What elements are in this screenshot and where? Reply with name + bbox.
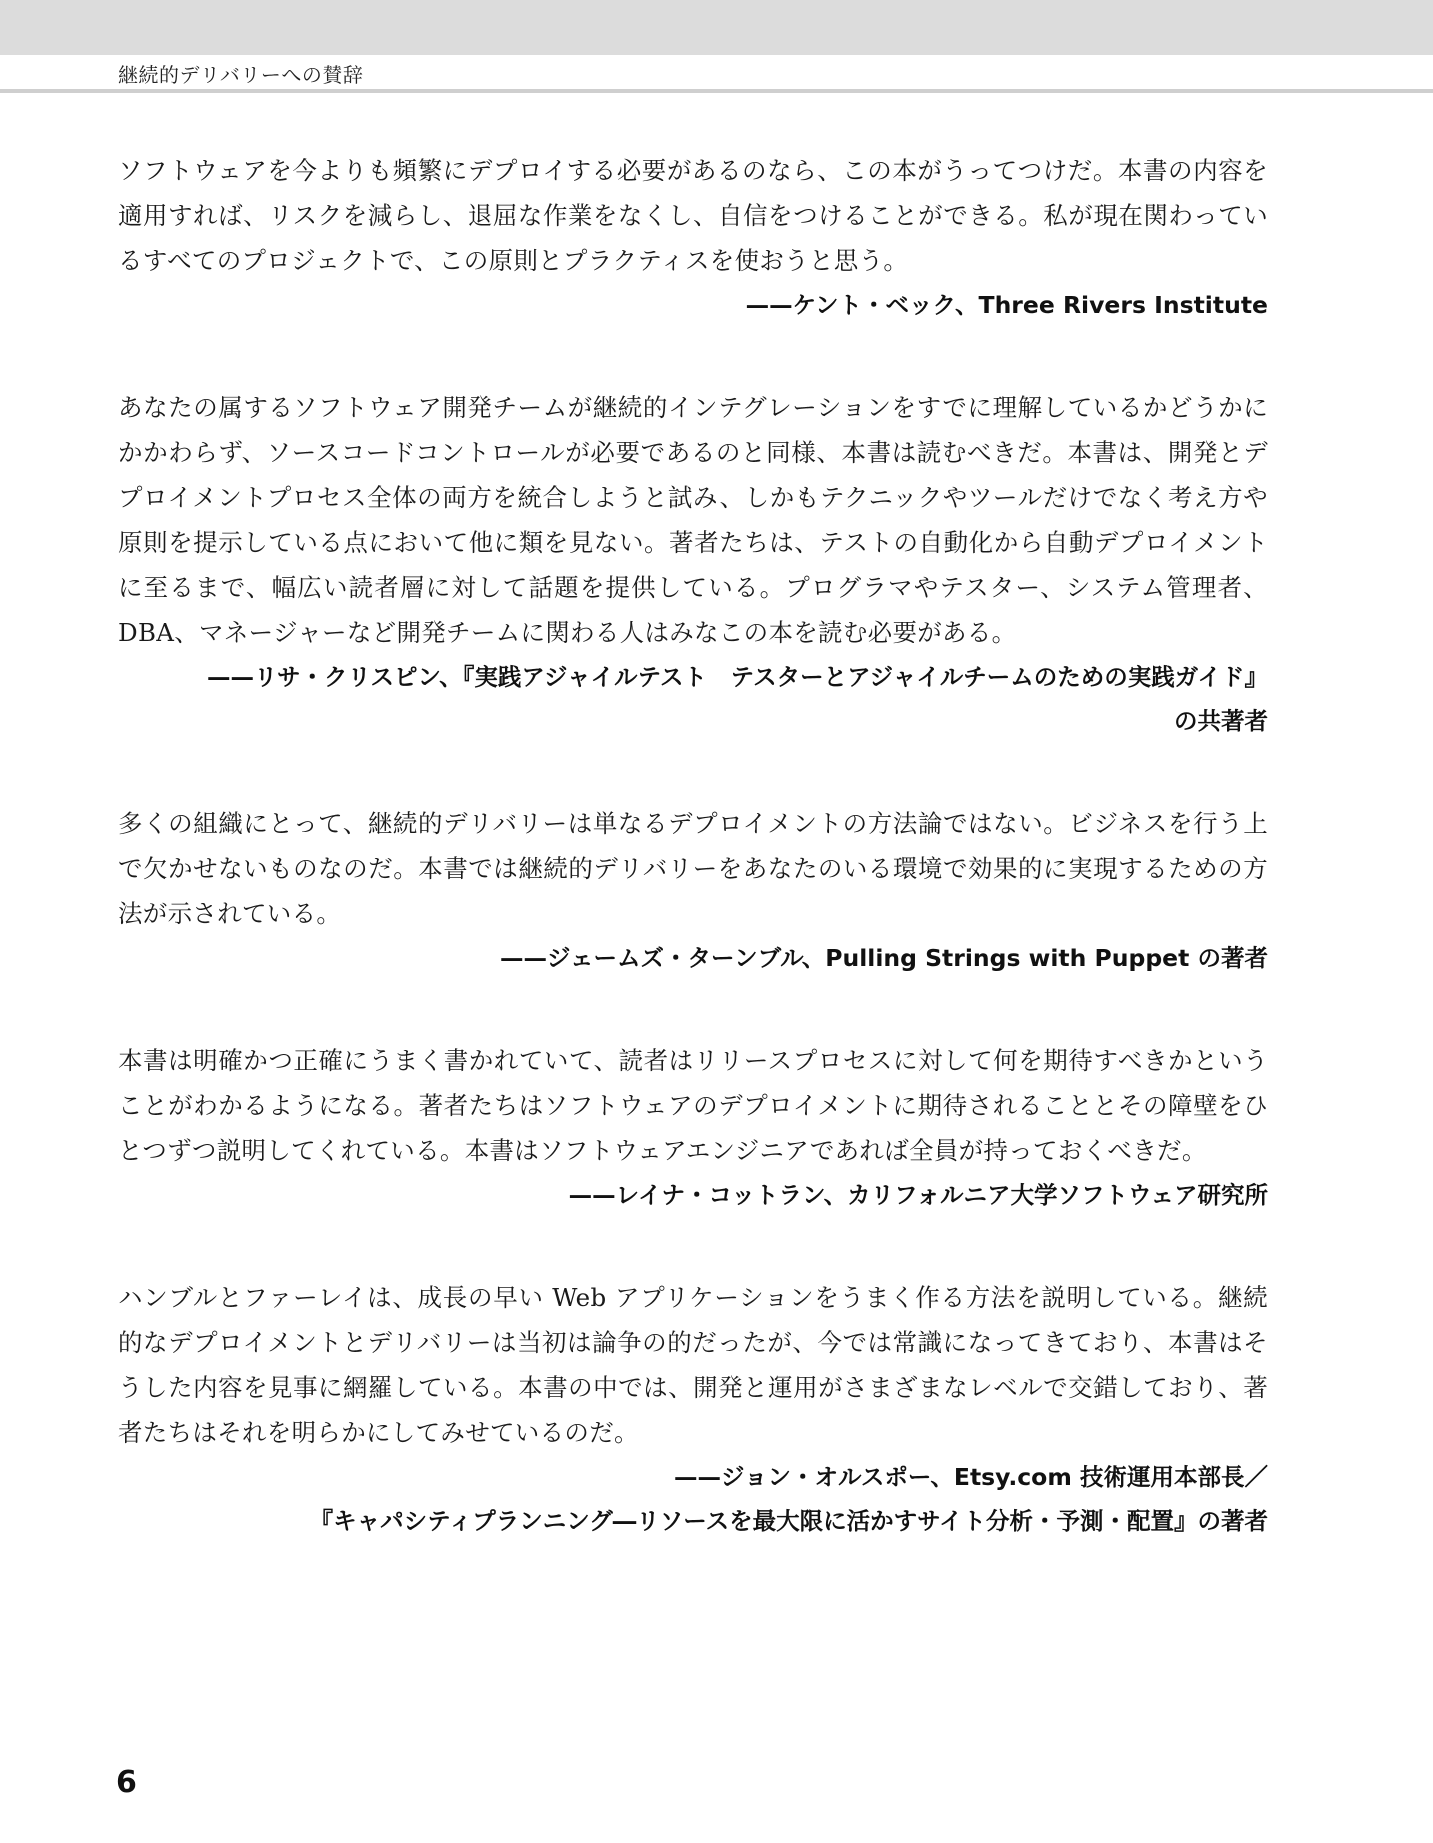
review-attribution: ——ケント・ベック、Three Rivers Institute (745, 291, 1268, 319)
review-attribution-continued: 『キャパシティプランニング―リソースを最大限に活かすサイト分析・予測・配置』の著者 (309, 1507, 1268, 1535)
review-text: あなたの属するソフトウェア開発チームが継続的インテグレーションをすでに理解しているかどうかにかかわらず、ソースコードコントロールが必要であるのと同様、本書は読むべきだ。本書は、開発とデプロイメントプロセス全体の両方を統合しようと試み、しかもテクニックやツールだけでなく考え方や原則を提示している点において他に類を見ない。著者たちは、テストの自動化から自動デプロイメントに至るまで、幅広い読者層に対して話題を提供している。プログラマやテスター、システム管理者、DBA、マネージャーなど開発チームに関わる人はみなこの本を読む必要がある。 (118, 393, 1268, 647)
review-4 (118, 1038, 1268, 1217)
reviews-section (118, 148, 1268, 1601)
top-gray-band (0, 0, 1433, 55)
running-header (0, 55, 1433, 93)
review-5 (118, 1275, 1268, 1543)
review-attribution: ——リサ・クリスピン、『実践アジャイルテスト テスターとアジャイルチームのための実践ガイド』 (206, 663, 1268, 691)
review-text: ハンブルとファーレイは、成長の早い Web アプリケーションをうまく作る方法を説明している。継続的なデプロイメントとデリバリーは当初は論争の的だったが、今では常識になってきており、本書はそうした内容を見事に網羅している。本書の中では、開発と運用がさまざまなレベルで交錯しており、著者たちはそれを明らかにしてみせているのだ。 (118, 1283, 1268, 1447)
review-text: 多くの組織にとって、継続的デリバリーは単なるデプロイメントの方法論ではない。ビジネスを行う上で欠かせないものなのだ。本書では継続的デリバリーをあなたのいる環境で効果的に実現するための方法が示されている。 (118, 809, 1268, 928)
review-2 (118, 385, 1268, 743)
review-text: ソフトウェアを今よりも頻繁にデプロイする必要があるのなら、この本がうってつけだ。本書の内容を適用すれば、リスクを減らし、退屈な作業をなくし、自信をつけることができる。私が現在関わっているすべてのプロジェクトで、この原則とプラクティスを使おうと思う。 (118, 156, 1268, 275)
review-text: 本書は明確かつ正確にうまく書かれていて、読者はリリースプロセスに対して何を期待すべきかということがわかるようになる。著者たちはソフトウェアのデプロイメントに期待されることとその障壁をひとつずつ説明してくれている。本書はソフトウェアエンジニアであれば全員が持っておくべきだ。 (118, 1046, 1268, 1165)
review-attribution: ——レイナ・コットラン、カリフォルニア大学ソフトウェア研究所 (568, 1181, 1268, 1209)
review-1 (118, 148, 1268, 327)
review-3 (118, 801, 1268, 980)
running-header-title: 継続的デリバリーへの賛辞 (118, 63, 364, 87)
review-attribution: ——ジェームズ・ターンブル、Pulling Strings with Puppet の著者 (500, 944, 1268, 972)
review-attribution-continued: の共著者 (1174, 707, 1268, 735)
review-attribution: ——ジョン・オルスポー、Etsy.com 技術運用本部長／ (674, 1463, 1268, 1491)
page-number: 6 (116, 1765, 137, 1800)
